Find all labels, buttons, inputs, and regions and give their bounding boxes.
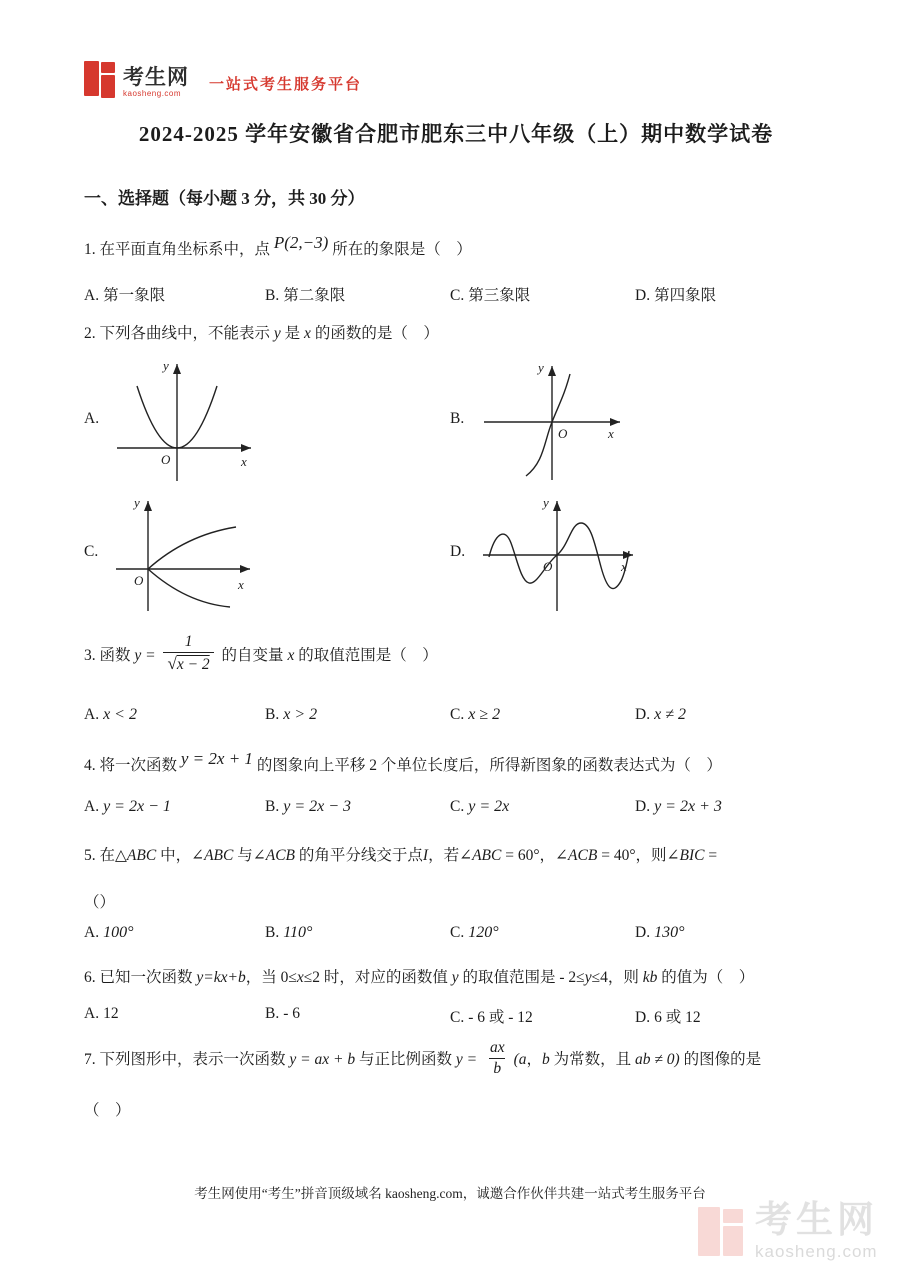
svg-text:x: x xyxy=(241,454,247,470)
question-2-option-b: B. O x y xyxy=(450,358,624,480)
question-4-option-c: C. y = 2x xyxy=(450,798,510,816)
question-6-option-d: D. 6 或 12 xyxy=(635,1009,701,1027)
question-3-stem: 3. 函数 y = $\frac{1}{√x - 2}$ 的自变量 x 的取值范围是（ ） xyxy=(84,633,438,674)
question-5-option-c: C. 120° xyxy=(450,924,499,942)
svg-text:O: O xyxy=(543,559,553,575)
question-4-stem: 4. 将一次函数 y = 2x + 1 的图象向上平移 2 个单位长度后，所得新图象的函数表达式为（ ） xyxy=(84,748,722,774)
watermark-brand: 考生网 xyxy=(755,1200,878,1241)
question-4-option-b: B. y = 2x − 3 xyxy=(265,798,352,816)
question-2-stem: 2. 下列各曲线中，不能表示 y 是 x 的函数的是（ ） xyxy=(84,325,439,343)
question-4-option-d: D. y = 2x + 3 xyxy=(635,798,722,816)
svg-text:y: y xyxy=(543,495,549,511)
question-1-option-c: C. 第三象限 xyxy=(450,287,531,305)
question-3-option-b: B. x > 2 xyxy=(265,705,318,723)
section-heading: 一、选择题（每小题 3 分，共 30 分） xyxy=(84,189,365,208)
paper-title: 2024-2025 学年安徽省合肥市肥东三中八年级（上）期中数学试卷 xyxy=(138,122,774,146)
svg-text:O: O xyxy=(134,573,144,589)
svg-text:y: y xyxy=(134,495,140,511)
question-7-answer-paren: （ ） xyxy=(84,1101,131,1119)
question-5-option-d: D. 130° xyxy=(635,924,685,942)
question-1-option-a: A. 第一象限 xyxy=(84,287,166,305)
question-3-option-d: D. x ≠ 2 xyxy=(635,705,686,723)
footer-text: 考生网使用“考生”拼音顶级域名 kaosheng.com，诚邀合作伙伴共建一站式考生服务平台 xyxy=(194,1186,706,1201)
question-2-option-c: C. O x y xyxy=(84,493,450,611)
question-2-graphs-row-1 xyxy=(84,356,828,481)
question-3-options xyxy=(84,706,828,724)
kaosheng-watermark xyxy=(698,1202,878,1260)
question-2-graphs-row-2 xyxy=(84,493,828,611)
question-6-options xyxy=(84,1005,828,1027)
question-6-option-c: C. - 6 或 - 12 xyxy=(450,1009,533,1027)
question-1-option-b: B. 第二象限 xyxy=(265,287,346,305)
question-4-options xyxy=(84,798,828,816)
kaosheng-logo-icon xyxy=(84,61,116,98)
question-1-stem: 1. 在平面直角坐标系中，点 P(2,−3) 所在的象限是（ ） xyxy=(84,233,472,258)
question-6-option-b: B. - 6 xyxy=(265,1005,301,1023)
svg-text:x: x xyxy=(238,577,244,593)
question-5-options xyxy=(84,924,828,942)
cubic-curve-graph xyxy=(474,358,624,480)
question-6-option-a: A. 12 xyxy=(84,1005,119,1023)
sine-wave-graph xyxy=(475,493,643,611)
parabola-right-graph xyxy=(108,493,260,611)
question-5-answer-paren: （） xyxy=(84,894,116,912)
question-5-stem: 5. 在△ABC 中，∠ABC 与∠ACB 的角平分线交于点I，若∠ABC = 60°，∠ACB = 40°，则∠BIC = xyxy=(84,847,718,865)
question-1-option-d: D. 第四象限 xyxy=(635,287,717,305)
site-logo xyxy=(84,54,828,98)
question-1-options xyxy=(84,283,828,305)
svg-text:y: y xyxy=(163,358,169,374)
brand-name: 考生网 xyxy=(123,65,189,89)
brand-tagline: 一站式考生服务平台 xyxy=(209,77,363,93)
question-3-option-c: C. x ≥ 2 xyxy=(450,705,501,723)
question-2-option-a: A. O x y xyxy=(84,356,450,481)
question-3-option-a: A. x < 2 xyxy=(84,705,137,723)
kaosheng-watermark-icon xyxy=(698,1207,745,1256)
watermark-domain: kaosheng.com xyxy=(755,1242,878,1261)
question-7-stem: 7. 下列图形中，表示一次函数 y = ax + b 与正比例函数 y = $\frac{ax}{b}$ (a，b 为常数，且 ab ≠ 0) 的图像的是 xyxy=(84,1039,762,1078)
question-5-option-b: B. 110° xyxy=(265,924,313,942)
svg-text:y: y xyxy=(538,359,544,375)
question-6-stem: 6. 已知一次函数 y=kx+b，当 0≤x≤2 时，对应的函数值 y 的取值范围是 - 2≤y≤4，则 kb 的值为（ ） xyxy=(84,969,755,987)
svg-text:O: O xyxy=(161,452,171,468)
svg-text:x: x xyxy=(621,559,627,575)
svg-text:x: x xyxy=(608,425,614,441)
parabola-up-graph xyxy=(109,356,264,481)
question-4-option-a: A. y = 2x − 1 xyxy=(84,798,171,816)
svg-text:O: O xyxy=(558,425,568,441)
brand-domain: kaosheng.com xyxy=(123,89,182,98)
question-2-option-d: D. O x y xyxy=(450,493,643,611)
question-5-option-a: A. 100° xyxy=(84,924,134,942)
